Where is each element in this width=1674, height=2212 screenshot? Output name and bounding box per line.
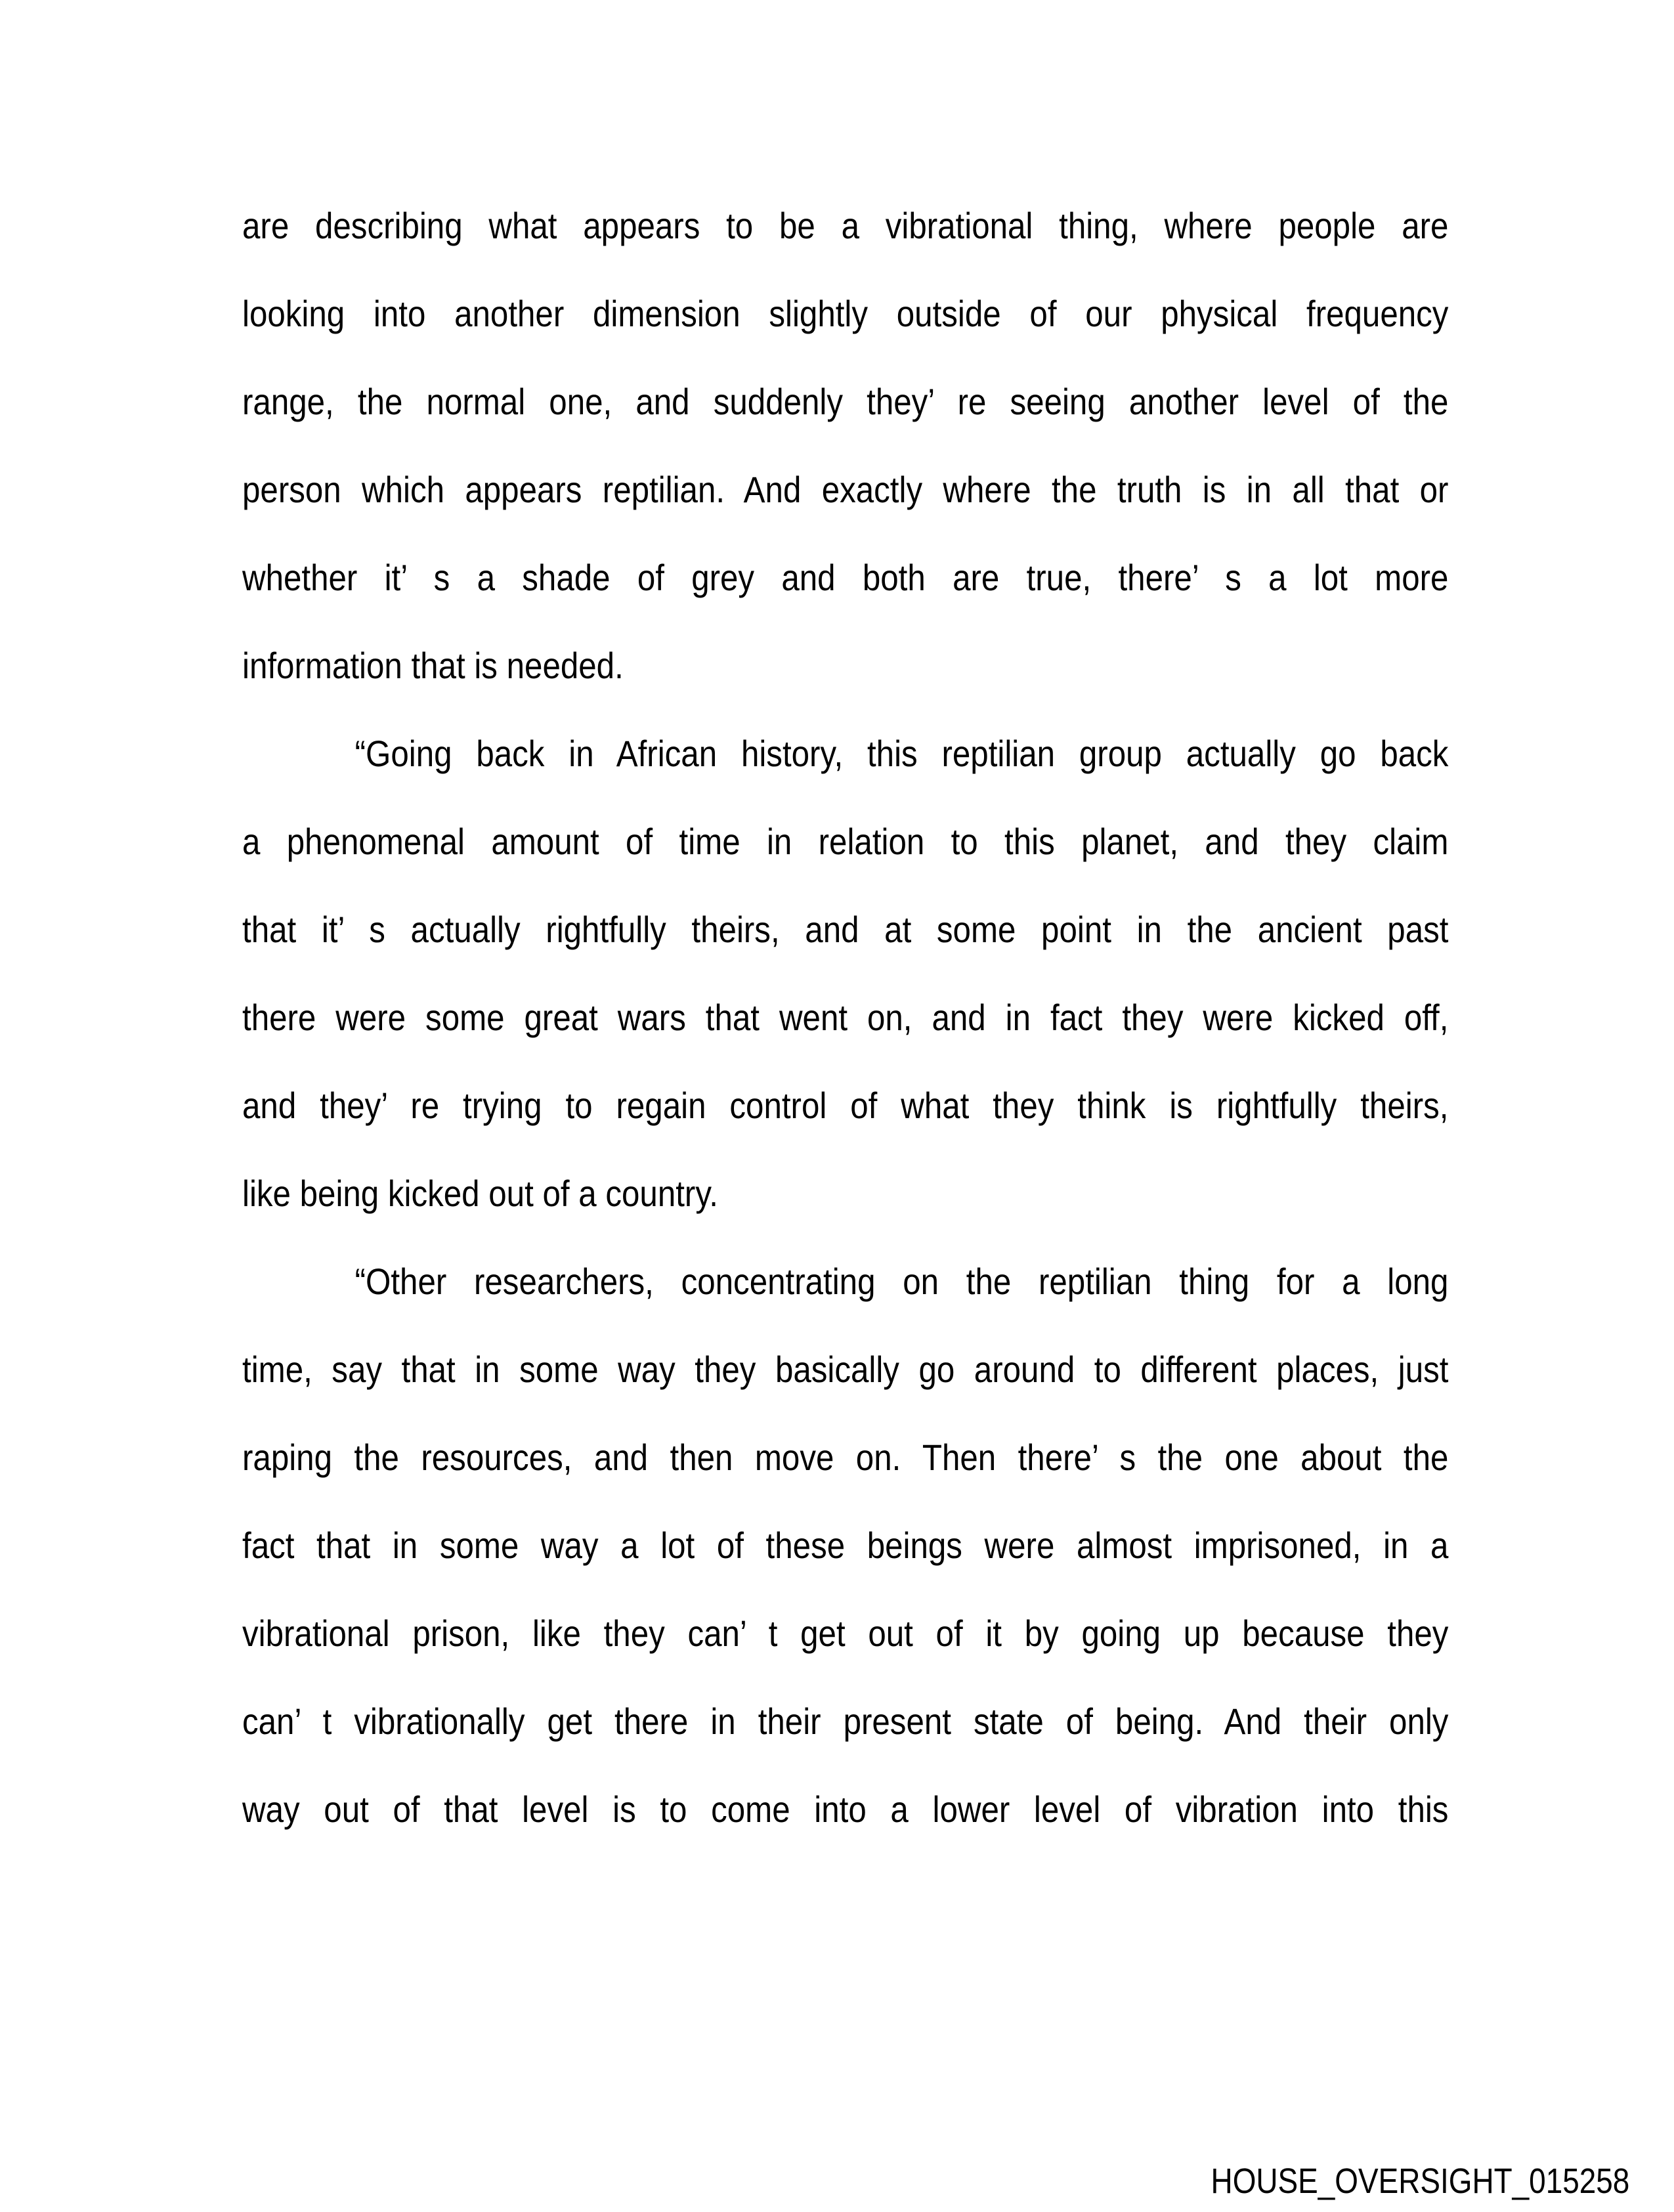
text-line: vibrational prison, like they can’ t get out of it by going up because they: [242, 1613, 1449, 1654]
document-body: [242, 182, 1448, 1854]
paragraph: [242, 1238, 1448, 1854]
text-line: fact that in some way a lot of these beings were almost imprisoned, in a: [242, 1525, 1449, 1566]
text-line: range, the normal one, and suddenly they’ re seeing another level of the: [242, 381, 1449, 422]
text-line: a phenomenal amount of time in relation to this planet, and they claim: [242, 821, 1449, 862]
text-line: person which appears reptilian. And exactly where the truth is in all that or: [242, 469, 1449, 510]
text-line: like being kicked out of a country.: [242, 1173, 719, 1214]
text-line: information that is needed.: [242, 645, 624, 686]
text-line: looking into another dimension slightly outside of our physical frequency: [242, 293, 1449, 334]
paragraph: [242, 182, 1448, 710]
text-line: way out of that level is to come into a lower level of vibration into this: [242, 1789, 1449, 1830]
text-line: that it’ s actually rightfully theirs, and at some point in the ancient past: [242, 909, 1449, 950]
text-line: raping the resources, and then move on. Then there’ s the one about the: [242, 1437, 1449, 1478]
text-line: whether it’ s a shade of grey and both are true, there’ s a lot more: [242, 557, 1449, 598]
text-line: are describing what appears to be a vibrational thing, where people are: [242, 205, 1449, 246]
paragraph: [242, 710, 1448, 1238]
bates-number: HOUSE_OVERSIGHT_015258: [1211, 2161, 1629, 2201]
text-line: “Going back in African history, this reptilian group actually go back: [354, 733, 1449, 774]
text-line: there were some great wars that went on, and in fact they were kicked off,: [242, 997, 1449, 1038]
text-line: “Other researchers, concentrating on the reptilian thing for a long: [354, 1261, 1449, 1302]
text-line: time, say that in some way they basically go around to different places, just: [242, 1349, 1449, 1390]
text-line: and they’ re trying to regain control of what they think is rightfully theirs,: [242, 1085, 1449, 1126]
text-line: can’ t vibrationally get there in their present state of being. And their only: [242, 1701, 1449, 1742]
